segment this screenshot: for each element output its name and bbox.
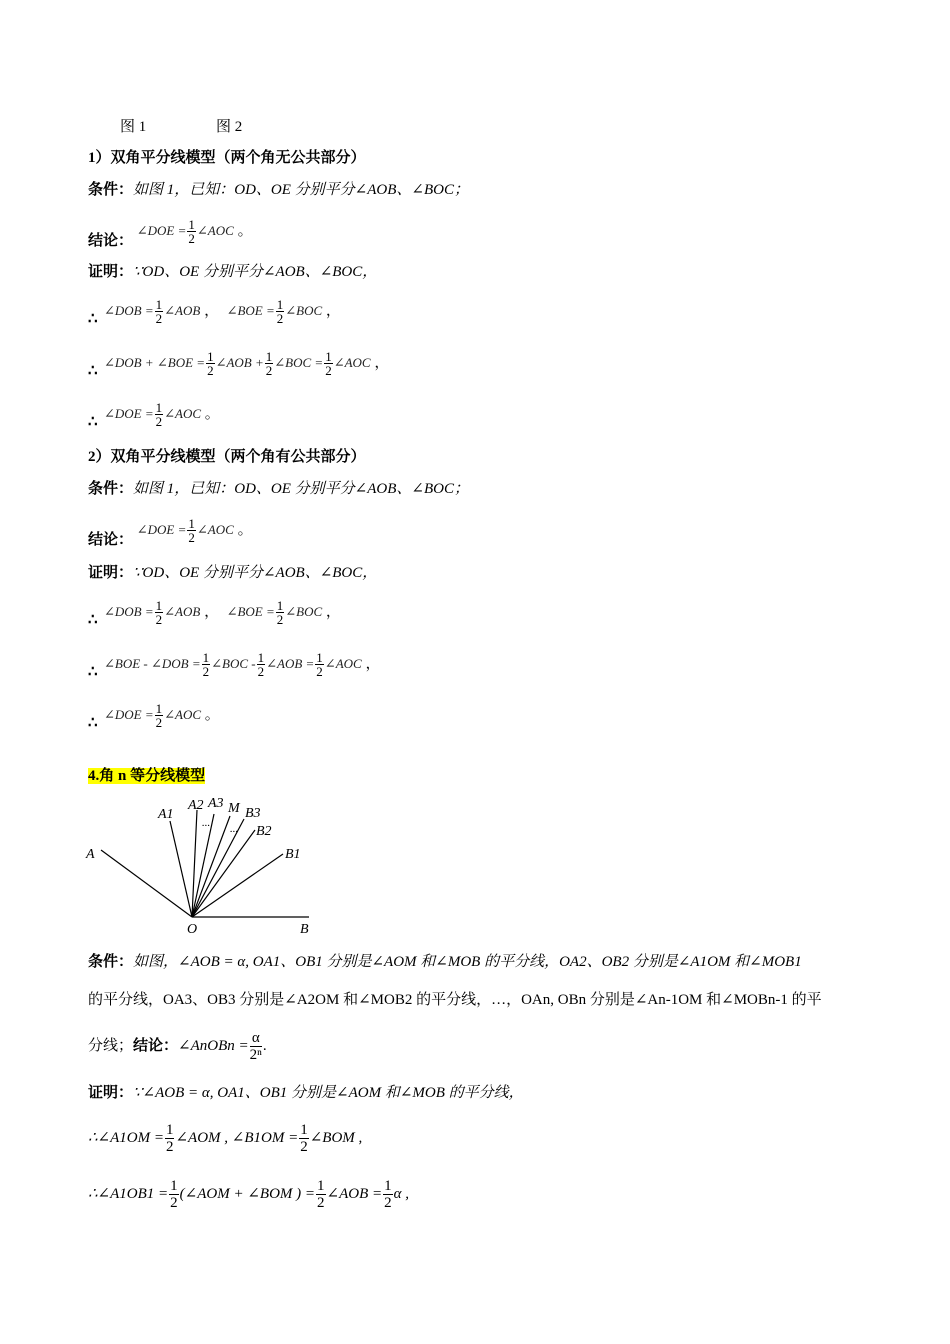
half-fraction: $\frac{1}{2}$ [165,1122,174,1155]
half-fraction: $\frac{1}{2}$ [188,217,195,246]
section1-step2 [88,350,389,381]
section1-step3 [88,401,220,432]
section1-step1 [88,298,341,329]
step-text: α , [393,1185,409,1202]
label-A3: A3 [208,796,224,811]
alpha-over-2n-fraction: $\frac{\alpha}{\text{2ⁿ}}$ [249,1030,262,1063]
section1-heading: 1）双角平分线模型（两个角无公共部分） [88,150,366,166]
label-A2: A2 [188,798,204,813]
step-text: ∠AOC [164,706,202,722]
step-text: ∠DOB = [104,302,154,318]
step-text: ∠DOE = [104,405,154,421]
ray-OB1 [192,854,283,917]
section2-heading: 2）双角平分线模型（两个角有公共部分） [88,449,366,465]
comma: ， [374,354,390,371]
step-text: ∠BOE = [226,603,275,619]
proof-text: ∵OD、OE 分别平分∠AOB、∠BOC， [133,264,378,280]
conclusion-label: 结论： [133,1037,179,1054]
comma: ， [204,302,220,319]
therefore-symbol: ∴ [88,714,98,731]
proof-text: ∵OD、OE 分别平分∠AOB、∠BOC， [133,565,378,581]
label-O: O [187,922,198,937]
conclusion-rhs: ∠AOC [196,521,234,537]
label-B3: B3 [245,806,261,821]
half-fraction: $\frac{1}{2}$ [265,349,273,378]
half-fraction: $\frac{1}{2}$ [188,516,195,545]
section2-condition [88,479,469,499]
half-fraction: $\frac{1}{2}$ [276,598,284,627]
half-fraction: $\frac{1}{2}$ [384,1178,392,1211]
period: 。 [204,706,220,723]
step-text: ∠BOE - ∠DOB = [104,655,201,671]
therefore-symbol: ∴ [88,663,98,680]
step-text: ∠AOB + [215,354,264,370]
proof-text: ∵∠AOB = α, OA1、OB1 分别是∠AOM 和∠MOB 的平分线， [133,1085,524,1101]
step-text: ∠BOC [285,302,323,318]
half-fraction: $\frac{1}{2}$ [257,650,265,679]
step-text: ∴∠A1OB1 = [88,1185,169,1202]
period: . [262,1037,267,1054]
period: 。 [237,521,253,538]
angle-division-figure [80,792,320,942]
step-text: ∠AOB [164,603,201,619]
therefore-symbol: ∴ [88,362,98,379]
half-fraction: $\frac{1}{2}$ [325,349,332,378]
step-text: ∠AOB = [326,1185,383,1202]
condition-label: 条件： [88,954,134,970]
proof-label: 证明： [88,1085,134,1101]
therefore-symbol: ∴ [88,413,98,430]
step-text: (∠AOM + ∠BOM ) = [179,1185,316,1202]
comma: ， [365,655,381,672]
label-A: A [86,847,95,862]
period: 。 [237,222,253,239]
step-text: ∠BOE = [226,302,275,318]
conclusion-lhs: ∠DOE = [136,222,187,238]
highlighted-heading: 4.角 n 等分线模型 [88,768,206,784]
therefore-symbol: ∴ [88,310,98,327]
section4-step2 [88,1178,409,1211]
step-text: ∠AOB = [266,655,315,671]
step-text: ∠BOM , [309,1129,363,1146]
half-fraction: $\frac{1}{2}$ [155,297,163,326]
proof-label: 证明： [88,264,134,280]
step-text: ∠AOC [324,655,362,671]
half-fraction: $\frac{1}{2}$ [300,1122,308,1155]
section1-conclusion [88,218,253,251]
step-text: ∠AOB [164,302,201,318]
label-B: B [300,922,309,937]
condition-label: 条件： [88,182,134,198]
label-B1: B1 [285,847,301,862]
conclusion-label: 结论： [88,232,134,249]
section1-proof [88,262,377,282]
section2-proof [88,563,377,583]
half-fraction: $\frac{1}{2}$ [170,1178,178,1211]
figure-2-caption: 图 2 [216,119,243,135]
label-A1: A1 [158,807,174,822]
comma: ， [325,603,341,620]
condition-text: 如图，∠AOB = α, OA1、OB1 分别是∠AOM 和∠MOB 的平分线，OA2、OB2 分别是∠A1OM 和∠MOB1 [133,954,802,970]
ray-OA2 [192,810,197,917]
half-fraction: $\frac{1}{2}$ [202,650,210,679]
section4-conclusion [88,1030,267,1063]
condition-end: 分线； [88,1037,134,1054]
section4-step1 [88,1122,362,1155]
dots-right: ... [230,823,239,835]
step-text: ∠DOB = [104,603,154,619]
dots-left: ... [202,817,211,829]
half-fraction: $\frac{1}{2}$ [155,598,163,627]
label-M: M [228,801,240,816]
section4-proof [88,1083,524,1103]
step-text: ∠AOC [164,405,202,421]
step-text: ∠DOB + ∠BOE = [104,354,206,370]
section4-condition-line1 [88,952,802,972]
therefore-symbol: ∴ [88,611,98,628]
step-text: ∠BOC [285,603,323,619]
half-fraction: $\frac{1}{2}$ [155,701,163,730]
step-text: ∴∠A1OM = [88,1129,164,1146]
section2-step3 [88,702,220,733]
half-fraction: $\frac{1}{2}$ [316,650,323,679]
figure-1-caption: 图 1 [120,119,147,135]
section4-heading [88,766,205,786]
half-fraction: $\frac{1}{2}$ [207,349,214,378]
half-fraction: $\frac{1}{2}$ [155,400,163,429]
section4-condition-line2: 的平分线，OA3、OB3 分别是∠A2OM 和∠MOB2 的平分线，…，OAn, OBn 分别是∠An-1OM 和∠MOBn-1 的平 [88,992,822,1008]
comma: ， [204,603,220,620]
step-text: ∠BOC = [274,354,324,370]
section2-conclusion [88,517,253,550]
section1-condition [88,180,469,200]
step-text: ∠AOM , ∠B1OM = [175,1129,299,1146]
section2-step2 [88,651,380,682]
period: 。 [204,405,220,422]
half-fraction: $\frac{1}{2}$ [317,1178,325,1211]
section2-step1 [88,599,341,630]
condition-text: 如图 1，已知：OD、OE 分别平分∠AOB、∠BOC； [133,182,469,198]
conclusion-rhs: ∠AOC [196,222,234,238]
condition-label: 条件： [88,481,134,497]
half-fraction: $\frac{1}{2}$ [276,297,284,326]
step-text: ∠BOC - [211,655,256,671]
step-text: ∠AOC [333,354,371,370]
label-B2: B2 [256,824,272,839]
step-text: ∠DOE = [104,706,154,722]
ray-OM [192,816,230,917]
conclusion-label: 结论： [88,531,134,548]
conclusion-lhs: ∠AnOBn = [178,1037,249,1054]
condition-text: 如图 1，已知：OD、OE 分别平分∠AOB、∠BOC； [133,481,469,497]
proof-label: 证明： [88,565,134,581]
comma: ， [325,302,341,319]
conclusion-lhs: ∠DOE = [136,521,187,537]
